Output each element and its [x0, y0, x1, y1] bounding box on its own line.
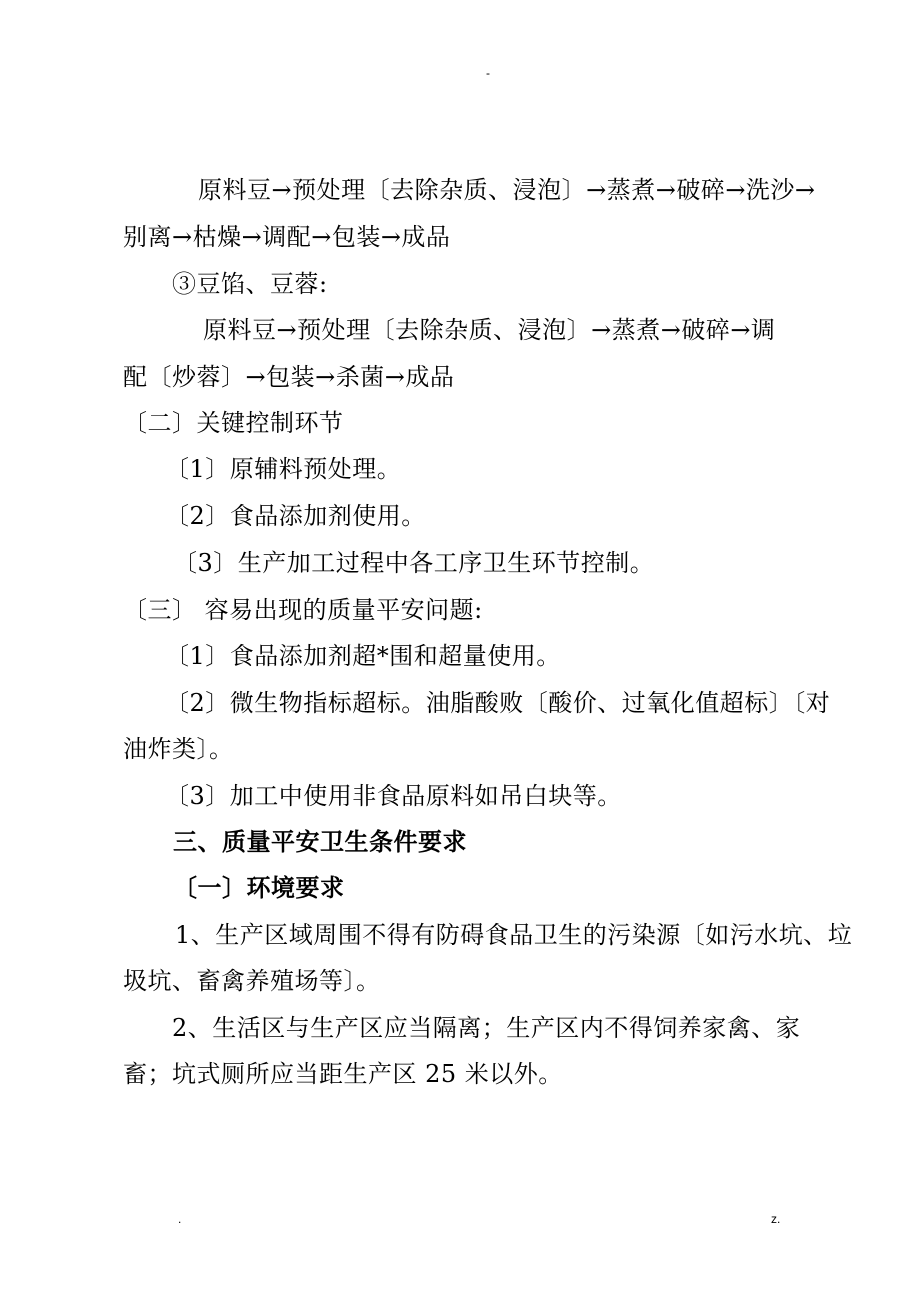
chapter-heading: 三、质量平安卫生条件要求: [173, 828, 467, 856]
list-item: 〔1〕食品添加剂超*围和超量使用。: [165, 642, 561, 670]
section-heading-quality-issues: 〔三〕 容易出现的质量平安问题:: [123, 596, 483, 624]
section-heading-environment: 〔一〕环境要求: [173, 874, 345, 902]
process-flow-line-1: 原料豆→预处理〔去除杂质、浸泡〕→蒸煮→破碎→洗沙→: [198, 176, 816, 204]
paragraph-line: 畜；坑式厕所应当距生产区 25 米以外。: [123, 1060, 563, 1088]
process-flow-line-2: 别离→枯燥→调配→包装→成品: [123, 223, 451, 251]
list-item: 〔1〕原辅料预处理。: [165, 455, 402, 483]
process-flow-line-4: 配〔炒蓉〕→包装→杀菌→成品: [123, 363, 455, 391]
list-item: 〔3〕加工中使用非食品原料如吊白块等。: [165, 782, 622, 810]
list-item: 〔3〕生产加工过程中各工序卫生环节控制。: [173, 549, 655, 577]
subsection-heading: ③豆馅、豆蓉:: [172, 270, 328, 298]
list-item: 〔2〕微生物指标超标。油脂酸败〔酸价、过氧化值超标〕〔对: [165, 689, 831, 717]
list-item-continuation: 油炸类〕。: [123, 735, 234, 763]
footer-left-mark: .: [178, 1212, 182, 1226]
paragraph-line: 1、生产区域周围不得有防碍食品卫生的污染源〔如污水坑、垃: [175, 921, 853, 949]
paragraph-line: 圾坑、畜禽养殖场等〕。: [123, 967, 381, 995]
footer-right-mark: z.: [771, 1212, 781, 1226]
process-flow-line-3: 原料豆→预处理〔去除杂质、浸泡〕→蒸煮→破碎→调: [203, 316, 776, 344]
header-mark: -: [486, 66, 490, 80]
list-item: 〔2〕食品添加剂使用。: [165, 502, 426, 530]
section-heading-key-control: 〔二〕关键控制环节: [123, 409, 344, 437]
paragraph-line: 2、生活区与生产区应当隔离；生产区内不得饲养家禽、家: [172, 1014, 801, 1042]
